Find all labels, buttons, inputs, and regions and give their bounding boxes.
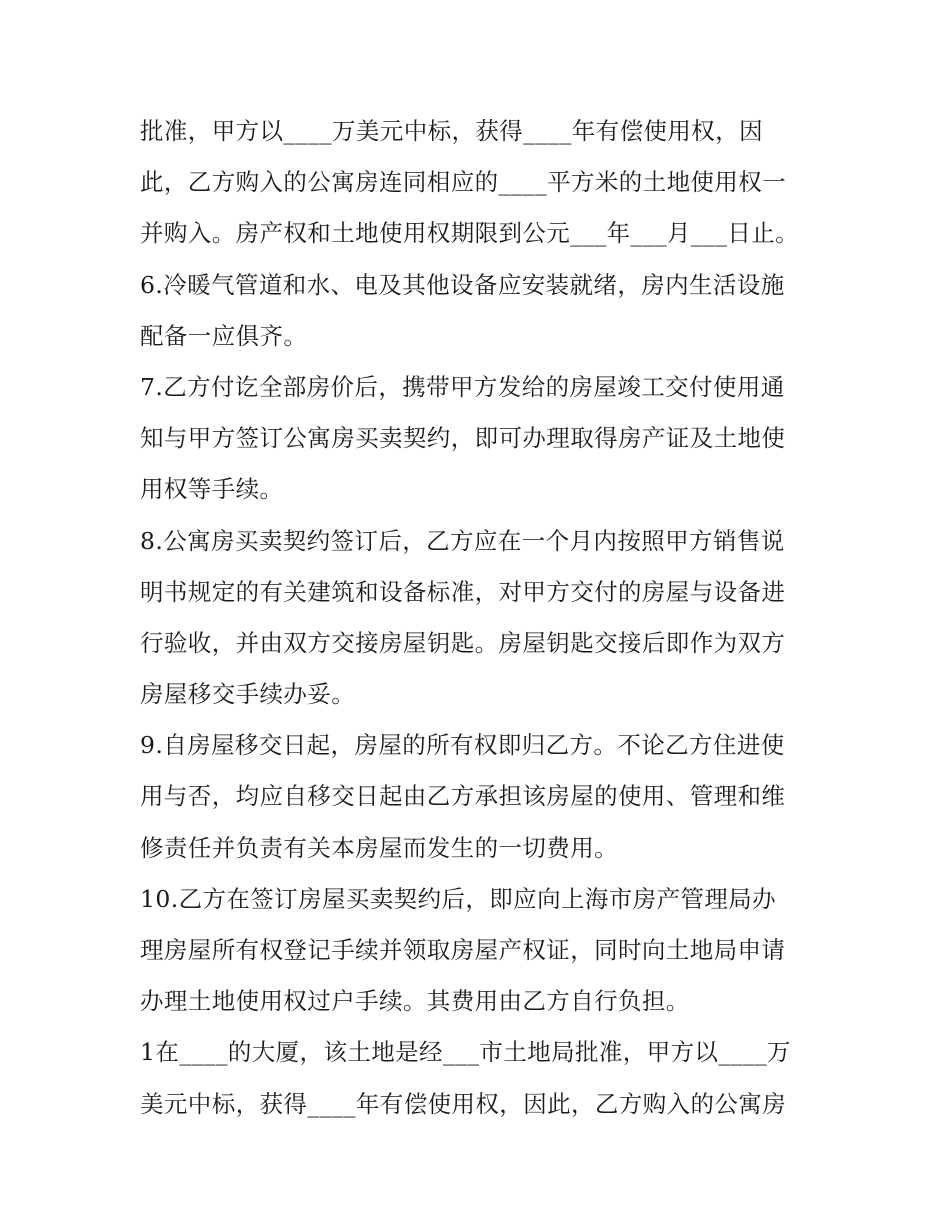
text-line: 批准，甲方以____万美元中标，获得____年有偿使用权，因 — [140, 117, 763, 145]
text-line: 房屋移交手续办妥。 — [140, 680, 356, 709]
text-line: 修责任并负责有关本房屋而发生的一切费用。 — [140, 833, 618, 862]
text-line: 办理土地使用权过户手续。其费用由乙方自行负担。 — [140, 987, 690, 1016]
text-line: 7.乙方付讫全部房价后，携带甲方发给的房屋竣工交付使用通 — [140, 372, 785, 401]
document-body — [140, 106, 830, 1130]
text-line: 行验收，并由双方交接房屋钥匙。房屋钥匙交接后即作为双方 — [140, 628, 786, 657]
text-line: 配备一应俱齐。 — [140, 321, 308, 350]
text-line: 1在____的大厦，该土地是经___市土地局批准，甲方以____万 — [140, 1038, 791, 1067]
text-line: 理房屋所有权登记手续并领取房屋产权证，同时向土地局申请 — [140, 936, 786, 964]
text-line: 10.乙方在签订房屋买卖契约后，即应向上海市房产管理局办 — [140, 884, 777, 913]
text-line: 6.冷暖气管道和水、电及其他设备应安装就绪，房内生活设施 — [140, 270, 785, 299]
text-line: 此，乙方购入的公寓房连同相应的____平方米的土地使用权一 — [140, 168, 787, 197]
text-line: 并购入。房产权和土地使用权期限到公元___年___月___日止。 — [140, 219, 800, 248]
text-line: 用与否，均应自移交日起由乙方承担该房屋的使用、管理和维 — [140, 782, 786, 811]
text-line: 知与甲方签订公寓房买卖契约，即可办理取得房产证及土地使 — [140, 424, 786, 453]
text-line: 美元中标，获得____年有偿使用权，因此，乙方购入的公寓房 — [140, 1089, 787, 1118]
text-line: 9.自房屋移交日起，房屋的所有权即归乙方。不论乙方住进使 — [140, 731, 785, 760]
text-line: 明书规定的有关建筑和设备标准，对甲方交付的房屋与设备进 — [140, 577, 786, 606]
text-line: 8.公寓房买卖契约签订后，乙方应在一个月内按照甲方销售说 — [140, 526, 785, 555]
text-line: 用权等手续。 — [140, 475, 284, 504]
